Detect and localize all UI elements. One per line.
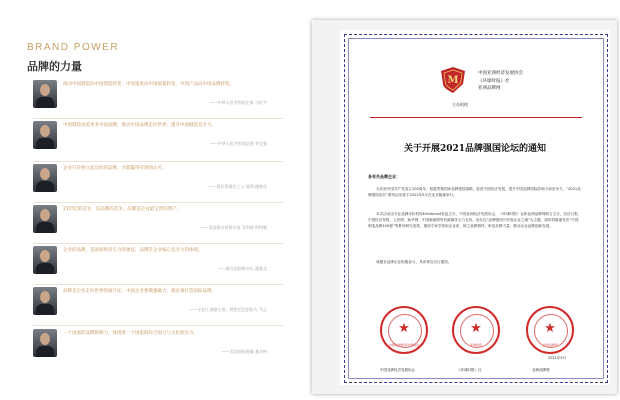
divider (33, 284, 283, 285)
divider (33, 202, 283, 203)
official-seal: ★ 环球时报 (452, 306, 500, 354)
svg-text:M: M (447, 75, 459, 86)
red-rule (370, 117, 582, 118)
brand-power-panel (0, 0, 290, 400)
portrait-photo (33, 164, 57, 192)
org-sub2: 亚洲品牌网 (478, 86, 501, 91)
divider (33, 161, 283, 162)
quote-source: ——美国前国务卿 基辛格 (221, 349, 267, 354)
seal-text: 环球时报 (469, 343, 482, 347)
signer-name: 中国亚洲经济发展协会 (380, 368, 415, 372)
quote-text: 推动中国制造向中国创造转变、中国速度向中国质量转变、中国产品向中国品牌转变。 (63, 82, 234, 87)
notice-document (340, 30, 610, 385)
quote-source: ——全国工商联主席、阿里巴巴创始人 马云 (189, 307, 267, 312)
document-paragraph: 诚邀各品牌企业积极参与，具体事宜另行通知。 (376, 260, 452, 264)
seal-text: 亚洲品牌网 (542, 343, 558, 347)
document-paragraph: 本次活动由专业品牌评价机构Enfabrand发起主办，中国亚洲经济发展协会、《环球时报》社和亚洲品牌网联合主办，经济日报、中国经济导报、人民网、新华网、中国新闻网等权威媒体大力支持。论坛以“品牌强国兴民族企业之魂”为主题，届时将隆重发布“中国制造品牌100强”等系列研究成果，邀请专家学者和企业家，树立品牌榜样，彰显品牌力量，推动企业品牌创新发展。 (368, 212, 582, 229)
portrait-photo (33, 329, 57, 357)
quote-item (33, 329, 285, 374)
brand-en-title: BRAND POWER (27, 42, 120, 53)
quote-text: 企业只有树立起良好的品牌，才能赢得市场的认可。 (63, 166, 167, 171)
brand-cn-title: 品牌的力量 (27, 60, 82, 73)
quote-text: 一个国家的品牌影响力，体现着一个国家的综合国力与文化软实力。 (63, 331, 198, 336)
org-name: 中国亚洲经济发展协会 (478, 71, 523, 76)
document-date: 2021年5月 (548, 356, 567, 360)
divider (33, 243, 283, 244)
shield-logo-icon (439, 66, 467, 94)
divider (33, 325, 283, 326)
portrait-photo (33, 121, 57, 149)
signer-name: 《环球时报》社 (457, 368, 482, 372)
portrait-photo (33, 287, 57, 315)
quote-text: 品牌是企业走向世界的通行证，中国企业要做强做大，就必须打造国际品牌。 (63, 289, 216, 294)
salutation: 各有关品牌企业： (368, 174, 400, 179)
portrait-photo (33, 80, 57, 108)
quote-source: ——中华人民共和国总理 李克强 (209, 141, 267, 146)
document-title: 关于开展2021品牌强国论坛的通知 (403, 144, 547, 154)
quote-text: 中国制造亟需更多中国品牌，推动中国品牌走向世界，提升中国制造竞争力。 (63, 123, 216, 128)
portrait-photo (33, 246, 57, 274)
document-paragraph: 为庆祝中国共产党成立100周年，积极贯彻国家品牌强国战略，促进中国经济发展，提升中国品牌国际影响力和竞争力，“2021品牌强国论坛”系列活动将于2021年5月在北京隆重举行。 (368, 187, 581, 198)
organizer-block (478, 70, 523, 93)
portrait-photo (33, 205, 57, 233)
quote-text: 21世纪的竞争，是品牌的竞争，品牌是企业最宝贵的资产。 (63, 207, 182, 212)
org-sub: 《环球时报》社 (478, 78, 510, 84)
divider (33, 118, 283, 119)
quote-text: 企业的品牌，是国家经济实力的象征，品牌是企业核心竞争力的体现。 (63, 248, 203, 253)
quote-item (33, 121, 285, 166)
official-seal: ★ 亚洲品牌网 (526, 306, 574, 354)
quote-source: ——美国著名营销学家 菲利普·科特勒 (200, 225, 267, 230)
seal-text: 中国亚洲经济发展协会 (388, 343, 419, 347)
quote-source: ——现代管理学之父 彼得·德鲁克 (208, 184, 267, 189)
host-label: 主办机构 (452, 102, 468, 107)
official-seal: ★ 中国亚洲经济发展协会 (380, 306, 428, 354)
signer-name: 亚洲品牌网 (532, 368, 550, 372)
quote-source: ——中华人民共和国主席 习近平 (209, 100, 267, 105)
quote-source: ——联合国前秘书长 潘基文 (217, 266, 267, 271)
